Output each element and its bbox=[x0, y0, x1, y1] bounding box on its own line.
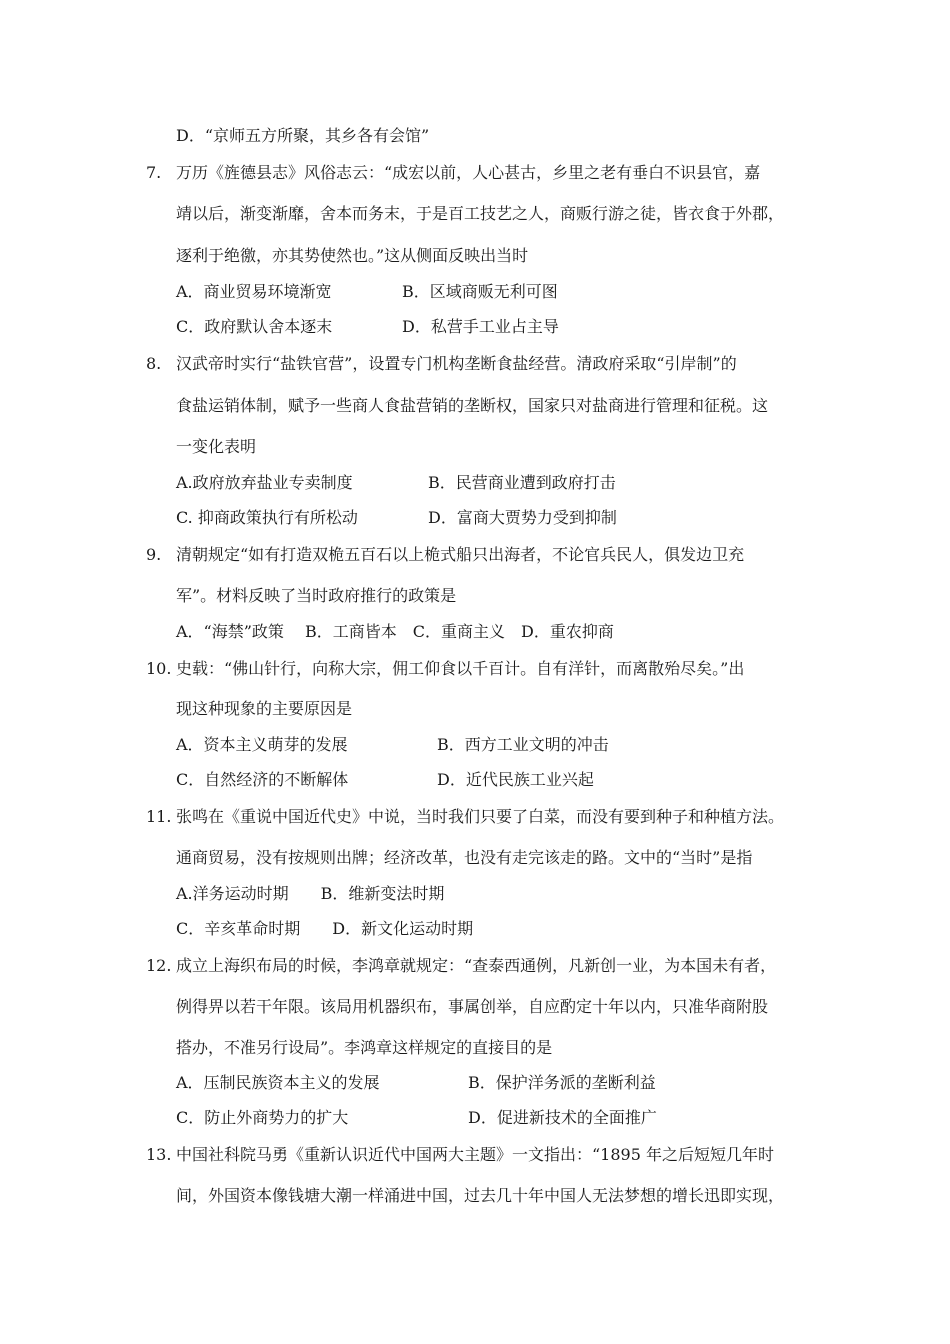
q12-number: 12. bbox=[146, 956, 172, 975]
q8-stem-line-1: 汉武帝时实行“盐铁官营”，设置专门机构垄断食盐经营。清政府采取“引岸制”的 bbox=[176, 354, 737, 373]
q9-stem-line-2: 军”。材料反映了当时政府推行的政策是 bbox=[176, 586, 457, 605]
q8-option-a: A.政府放弃盐业专卖制度 bbox=[176, 473, 353, 492]
q7-option-d: D．私营手工业占主导 bbox=[402, 317, 559, 336]
q7-option-a: A．商业贸易环境渐宽 bbox=[176, 282, 332, 301]
q12-option-c: C．防止外商势力的扩大 bbox=[176, 1108, 349, 1127]
q7-option-c: C．政府默认舍本逐末 bbox=[176, 317, 333, 336]
q9-stem-line-1: 清朝规定“如有打造双桅五百石以上桅式船只出海者，不论官兵民人，俱发边卫充 bbox=[176, 545, 745, 564]
q8-stem-line-3: 一变化表明 bbox=[176, 437, 257, 456]
q12-option-d: D．促进新技术的全面推广 bbox=[468, 1108, 657, 1127]
q7-option-b: B．区域商贩无利可图 bbox=[402, 282, 558, 301]
q12-stem-line-2: 例得畀以若干年限。该局用机器织布，事属创举，自应酌定十年以内，只准华商附股 bbox=[176, 997, 769, 1016]
q10-option-c: C．自然经济的不断解体 bbox=[176, 770, 349, 789]
q13-stem-line-2: 间，外国资本像钱塘大潮一样涌进中国，过去几十年中国人无法梦想的增长迅即实现， bbox=[176, 1186, 785, 1205]
q10-option-a: A．资本主义萌芽的发展 bbox=[176, 735, 348, 754]
q12-stem-line-1: 成立上海织布局的时候，李鸿章就规定：“查泰西通例，凡新创一业，为本国未有者， bbox=[176, 956, 777, 975]
q8-option-d: D．富商大贾势力受到抑制 bbox=[428, 508, 617, 527]
q12-stem-line-3: 搭办，不准另行设局”。李鸿章这样规定的直接目的是 bbox=[176, 1038, 553, 1057]
q10-number: 10. bbox=[146, 659, 172, 678]
q11-number: 11. bbox=[146, 807, 172, 826]
q9-options: A．“海禁”政策 B．工商皆本 C．重商主义 D．重农抑商 bbox=[176, 622, 614, 641]
q9-number: 9. bbox=[146, 545, 162, 564]
q8-option-b: B．民营商业遭到政府打击 bbox=[428, 473, 616, 492]
q10-stem-line-2: 现这种现象的主要原因是 bbox=[176, 699, 353, 718]
q7-stem-line-2: 靖以后，渐变渐靡，舍本而务末，于是百工技艺之人，商贩行游之徒，皆衣食于外郡， bbox=[176, 204, 785, 223]
q11-options-line-2: C．辛亥革命时期 D．新文化运动时期 bbox=[176, 919, 474, 938]
q11-options-line-1: A.洋务运动时期 B．维新变法时期 bbox=[176, 884, 445, 903]
q7-stem-line-1: 万历《旌德县志》风俗志云：“成宏以前，人心甚古，乡里之老有垂白不识县官，嘉 bbox=[176, 163, 761, 182]
q8-number: 8. bbox=[146, 354, 162, 373]
q11-stem-line-2: 通商贸易，没有按规则出牌；经济改革，也没有走完该走的路。文中的“当时”是指 bbox=[176, 848, 753, 867]
q11-stem-line-1: 张鸣在《重说中国近代史》中说，当时我们只要了白菜，而没有要到种子和种植方法。 bbox=[176, 807, 785, 826]
q10-stem-line-1: 史载：“佛山针行，向称大宗，佣工仰食以千百计。自有洋针，而离散殆尽矣。”出 bbox=[176, 659, 745, 678]
q13-number: 13. bbox=[146, 1145, 172, 1164]
q7-stem-line-3: 逐利于绝徼，亦其势使然也。”这从侧面反映出当时 bbox=[176, 246, 529, 265]
q8-option-c: C. 抑商政策执行有所松动 bbox=[176, 508, 358, 527]
q8-stem-line-2: 食盐运销体制，赋予一些商人食盐营销的垄断权，国家只对盐商进行管理和征税。这 bbox=[176, 396, 769, 415]
q7-number: 7. bbox=[146, 163, 162, 182]
q13-stem-line-1: 中国社科院马勇《重新认识近代中国两大主题》一文指出：“1895 年之后短短几年时 bbox=[176, 1145, 774, 1164]
q12-option-a: A．压制民族资本主义的发展 bbox=[176, 1073, 380, 1092]
q6-option-d: D．“京师五方所聚，其乡各有会馆” bbox=[176, 126, 430, 145]
q10-option-d: D．近代民族工业兴起 bbox=[437, 770, 594, 789]
q10-option-b: B．西方工业文明的冲击 bbox=[437, 735, 609, 754]
q12-option-b: B．保护洋务派的垄断利益 bbox=[468, 1073, 656, 1092]
